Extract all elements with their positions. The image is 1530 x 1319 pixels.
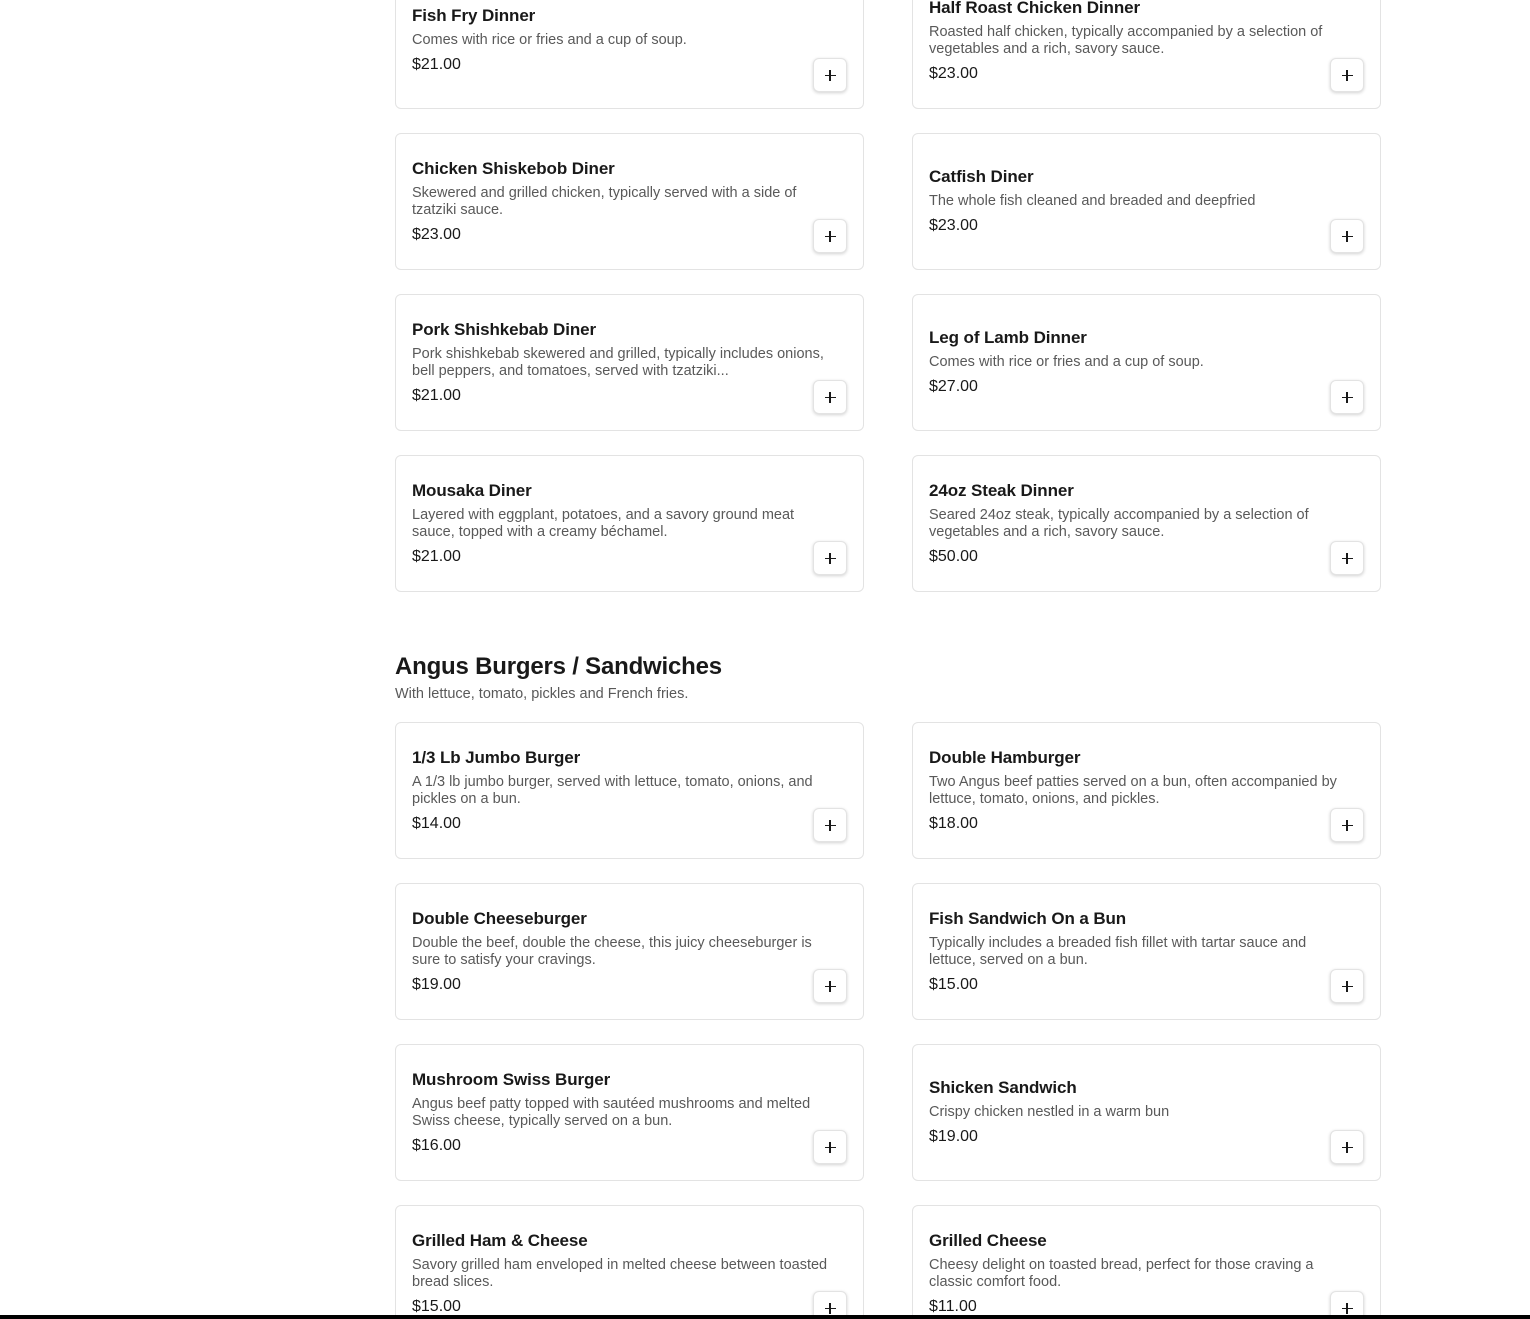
menu-item-description: Double the beef, double the cheese, this juicy cheeseburger is sure to satisfy your cravings. (412, 934, 812, 968)
menu-item-card[interactable] (912, 1044, 1381, 1181)
plus-icon (1342, 981, 1353, 992)
menu-item-price: $23.00 (412, 225, 461, 243)
menu-item-name: Grilled Cheese (929, 1230, 1047, 1250)
menu-item-content (929, 295, 1364, 430)
menu-item-price: $18.00 (929, 814, 978, 832)
menu-item-description: Roasted half chicken, typically accompanied by a selection of vegetables and a rich, savory sauce. (929, 23, 1323, 57)
menu-item-description: Pork shishkebab skewered and grilled, typically includes onions, bell peppers, and tomatoes, served with tzatziki... (412, 345, 824, 379)
menu-item-description: Skewered and grilled chicken, typically served with a side of tzatziki sauce. (412, 184, 797, 218)
add-to-cart-button[interactable] (1330, 541, 1364, 575)
menu-item-name: Fish Sandwich On a Bun (929, 908, 1127, 928)
menu-item-description: Cheesy delight on toasted bread, perfect for those craving a classic comfort food. (929, 1256, 1314, 1290)
plus-icon (1342, 1303, 1353, 1314)
menu-item-content (929, 723, 1364, 858)
menu-item-name: Fish Fry Dinner (412, 6, 536, 25)
menu-item-content (929, 456, 1364, 591)
menu-item-card[interactable] (395, 133, 864, 270)
plus-icon (1342, 392, 1353, 403)
add-to-cart-button[interactable] (813, 808, 847, 842)
menu-item-card[interactable] (912, 883, 1381, 1020)
menu-item-description: Seared 24oz steak, typically accompanied by a selection of vegetables and a rich, savory sauce. (929, 506, 1309, 540)
plus-icon (825, 231, 836, 242)
menu-item-name: Catfish Diner (929, 167, 1034, 186)
menu-item-content (412, 0, 847, 108)
menu-item-content (412, 1206, 847, 1319)
menu-item-price: $23.00 (929, 217, 978, 234)
menu-item-price: $19.00 (412, 975, 461, 993)
add-to-cart-button[interactable] (1330, 808, 1364, 842)
add-to-cart-button[interactable] (813, 380, 847, 414)
menu-item-name: 24oz Steak Dinner (929, 480, 1074, 500)
menu-item-description: Angus beef patty topped with sautéed mushrooms and melted Swiss cheese, typically served on a bun. (412, 1095, 811, 1129)
menu-item-card[interactable] (912, 0, 1381, 109)
add-to-cart-button[interactable] (1330, 58, 1364, 92)
menu-item-name: Pork Shishkebab Diner (412, 319, 597, 339)
menu-item-name: Mousaka Diner (412, 480, 532, 500)
menu-item-price: $11.00 (929, 1297, 977, 1315)
menu-item-content (412, 723, 847, 858)
menu-item-description: Typically includes a breaded fish fillet with tartar sauce and lettuce, served on a bun. (929, 934, 1307, 968)
plus-icon (825, 981, 836, 992)
menu-item-card[interactable] (395, 1044, 864, 1181)
menu-item-name: Half Roast Chicken Dinner (929, 0, 1140, 17)
menu-item-price: $14.00 (412, 814, 461, 832)
add-to-cart-button[interactable] (1330, 380, 1364, 414)
menu-item-card[interactable] (912, 722, 1381, 859)
add-to-cart-button[interactable] (813, 1130, 847, 1164)
menu-item-card[interactable] (912, 133, 1381, 270)
menu-item-card[interactable] (395, 0, 864, 109)
plus-icon (825, 553, 836, 564)
add-to-cart-button[interactable] (1330, 1130, 1364, 1164)
menu-item-name: Shicken Sandwich (929, 1078, 1077, 1097)
menu-item-content (929, 0, 1364, 108)
menu-item-content (929, 1045, 1364, 1180)
menu-item-content (929, 134, 1364, 269)
add-to-cart-button[interactable] (813, 219, 847, 253)
menu-item-name: Double Cheeseburger (412, 908, 587, 928)
menu-item-card[interactable] (395, 294, 864, 431)
add-to-cart-button[interactable] (813, 969, 847, 1003)
menu-item-content (412, 884, 847, 1019)
menu-item-name: Leg of Lamb Dinner (929, 328, 1087, 347)
menu-item-price: $16.00 (412, 1136, 461, 1154)
menu-item-price: $15.00 (412, 1297, 461, 1315)
menu-item-price: $15.00 (929, 975, 978, 993)
menu-item-content (412, 456, 847, 591)
plus-icon (1342, 553, 1353, 564)
menu-item-content (412, 1045, 847, 1180)
plus-icon (1342, 1142, 1353, 1153)
add-to-cart-button[interactable] (1330, 219, 1364, 253)
section-title: Angus Burgers / Sandwiches (395, 653, 722, 680)
menu-item-card[interactable] (912, 1205, 1381, 1319)
bottom-edge-bar (0, 1315, 1530, 1319)
plus-icon (825, 1303, 836, 1314)
plus-icon (1342, 70, 1353, 81)
menu-item-card[interactable] (912, 294, 1381, 431)
menu-item-price: $50.00 (929, 547, 978, 565)
menu-item-description: The whole fish cleaned and breaded and deepfried (929, 193, 1256, 209)
menu-item-content (412, 295, 847, 430)
menu-item-description: A 1/3 lb jumbo burger, served with lettuce, tomato, onions, and pickles on a bun. (412, 773, 813, 807)
plus-icon (825, 1142, 836, 1153)
menu-item-content (412, 134, 847, 269)
menu-item-description: Crispy chicken nestled in a warm bun (929, 1104, 1170, 1120)
menu-item-card[interactable] (395, 722, 864, 859)
plus-icon (825, 392, 836, 403)
menu-item-name: Chicken Shiskebob Diner (412, 158, 615, 178)
menu-item-description: Savory grilled ham enveloped in melted cheese between toasted bread slices. (412, 1256, 828, 1290)
plus-icon (1342, 231, 1353, 242)
menu-item-name: Mushroom Swiss Burger (412, 1069, 611, 1089)
menu-item-description: Two Angus beef patties served on a bun, often accompanied by lettuce, tomato, onions, and pickles. (929, 773, 1337, 807)
add-to-cart-button[interactable] (813, 541, 847, 575)
menu-item-price: $19.00 (929, 1128, 978, 1145)
add-to-cart-button[interactable] (1330, 969, 1364, 1003)
menu-item-card[interactable] (395, 883, 864, 1020)
plus-icon (1342, 820, 1353, 831)
menu-item-price: $21.00 (412, 386, 461, 404)
menu-item-price: $21.00 (412, 56, 461, 73)
menu-item-price: $23.00 (929, 64, 978, 82)
menu-item-name: Double Hamburger (929, 747, 1081, 767)
menu-item-card[interactable] (395, 455, 864, 592)
menu-item-price: $21.00 (412, 547, 461, 565)
add-to-cart-button[interactable] (813, 58, 847, 92)
menu-item-description: Comes with rice or fries and a cup of soup. (929, 354, 1204, 370)
menu-item-content (929, 884, 1364, 1019)
menu-item-content (929, 1206, 1364, 1319)
menu-item-description: Comes with rice or fries and a cup of soup. (412, 32, 687, 48)
menu-item-card[interactable] (395, 1205, 864, 1319)
menu-item-card[interactable] (912, 455, 1381, 592)
section-subtitle: With lettuce, tomato, pickles and French fries. (395, 686, 689, 702)
menu-item-name: 1/3 Lb Jumbo Burger (412, 747, 581, 767)
plus-icon (825, 70, 836, 81)
menu-item-price: $27.00 (929, 378, 978, 395)
menu-item-name: Grilled Ham & Cheese (412, 1230, 588, 1250)
plus-icon (825, 820, 836, 831)
menu-item-description: Layered with eggplant, potatoes, and a savory ground meat sauce, topped with a creamy béchamel. (412, 506, 795, 540)
